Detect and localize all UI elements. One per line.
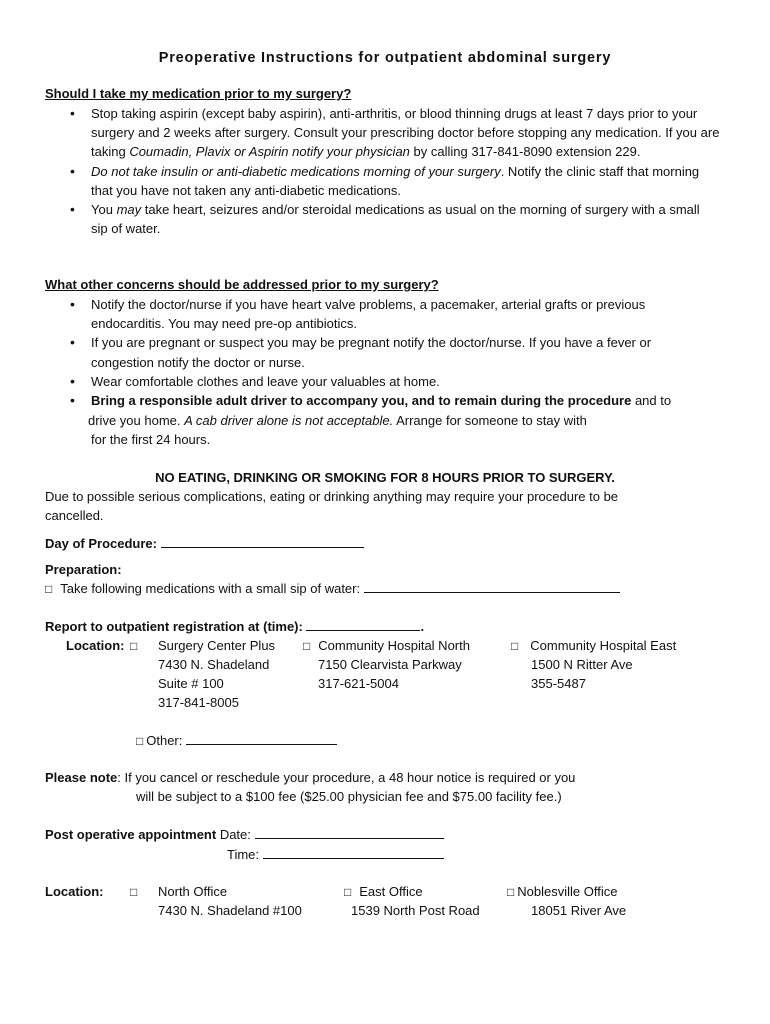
list-item: • Wear comfortable clothes and leave your valuables at home. <box>70 372 730 391</box>
location-name: Surgery Center Plus <box>158 638 276 653</box>
medications-field[interactable] <box>364 579 620 593</box>
day-of-procedure-field[interactable] <box>161 534 364 548</box>
warning-text-1: Due to possible serious complications, eating or drinking anything may require your procedure to be <box>45 489 619 504</box>
checkbox[interactable]: □ <box>136 734 144 748</box>
report-time: Report to outpatient registration at (time): . <box>45 619 425 634</box>
fee-note-2: will be subject to a $100 fee ($25.00 physician fee and $75.00 facility fee.) <box>136 789 562 804</box>
preparation-label: Preparation: <box>45 562 122 577</box>
concerns-heading: What other concerns should be addressed prior to my surgery? <box>45 277 439 292</box>
location-option-2[interactable]: □ Community Hospital North <box>303 638 470 653</box>
checkbox[interactable]: □ <box>130 885 138 899</box>
day-of-procedure: Day of Procedure: <box>45 534 364 553</box>
post-op-time-field[interactable] <box>263 845 444 859</box>
list-item: • You may take heart, seizures and/or steroidal medications as usual on the morning of surgery with a small sip of water. <box>70 200 730 238</box>
medication-list <box>70 104 730 238</box>
office-location-label: Location: <box>45 884 104 899</box>
location-option-1[interactable] <box>130 636 145 656</box>
checkbox[interactable]: □ <box>45 582 53 596</box>
list-item: • Bring a responsible adult driver to accompany you, and to remain during the procedure and to <box>70 391 730 410</box>
office-option-1[interactable] <box>130 882 145 902</box>
checkbox[interactable]: □ <box>130 639 138 653</box>
office-name: North Office <box>158 884 228 899</box>
list-item: • Notify the doctor/nurse if you have heart valve problems, a pacemaker, arterial grafts or previous endocarditis. You may need pre-op antibiotics. <box>70 295 730 333</box>
other-location-field[interactable] <box>186 731 337 745</box>
fee-note: Please note: If you cancel or reschedule your procedure, a 48 hour notice is required or you <box>45 770 576 785</box>
office-address: 7430 N. Shadeland #100 <box>158 903 302 918</box>
list-item: • If you are pregnant or suspect you may be pregnant notify the doctor/nurse. If you have a fever or congestion notify the doctor or nurse. <box>70 333 730 371</box>
concerns-list <box>70 295 730 410</box>
list-item: • Do not take insulin or anti-diabetic medications morning of your surgery. Notify the clinic staff that morning that you have not taken any anti-diabetic medications. <box>70 162 730 200</box>
location-phone: 317-621-5004 <box>318 676 399 691</box>
preparation-item: □ Take following medications with a small sip of water: <box>45 579 620 599</box>
location-address: 7430 N. Shadeland <box>158 657 270 672</box>
warning-heading: NO EATING, DRINKING OR SMOKING FOR 8 HOURS PRIOR TO SURGERY. <box>155 470 615 485</box>
driver-line-2: drive you home. A cab driver alone is not acceptable. Arrange for someone to stay with <box>88 413 587 428</box>
page-title: Preoperative Instructions for outpatient abdominal surgery <box>158 50 612 66</box>
location-address: Suite # 100 <box>158 676 224 691</box>
list-item: • Stop taking aspirin (except baby aspirin), anti-arthritis, or blood thinning drugs at least 7 days prior to your surgery and 2 weeks after surgery. Consult your prescribing doctor before stopping any medication. If you are taking Coumadin, Plavix or Aspirin notify your physician by calling 317-841-8090 extension 229. <box>70 104 730 162</box>
location-option-3[interactable]: □ Community Hospital East <box>511 638 677 653</box>
location-phone: 355-5487 <box>531 676 586 691</box>
office-address: 1539 North Post Road <box>351 903 480 918</box>
location-address: 7150 Clearvista Parkway <box>318 657 462 672</box>
medication-heading: Should I take my medication prior to my surgery? <box>45 86 352 101</box>
post-op-date: Post operative appointment Date: <box>45 825 444 844</box>
driver-line-3: for the first 24 hours. <box>91 432 211 447</box>
location-other: □ Other: <box>136 731 337 751</box>
location-label: Location: <box>66 638 125 653</box>
checkbox[interactable]: □ <box>344 885 352 899</box>
report-time-field[interactable] <box>306 617 420 631</box>
location-phone: 317-841-8005 <box>158 695 239 710</box>
checkbox[interactable]: □ <box>303 639 311 653</box>
office-option-2[interactable]: □ East Office <box>344 884 423 899</box>
office-option-3[interactable]: □ Noblesville Office <box>507 884 618 899</box>
warning-text-2: cancelled. <box>45 508 104 523</box>
post-op-date-field[interactable] <box>255 825 444 839</box>
post-op-time: Time: <box>227 845 444 864</box>
location-address: 1500 N Ritter Ave <box>531 657 633 672</box>
office-address: 18051 River Ave <box>531 903 627 918</box>
checkbox[interactable]: □ <box>511 639 519 653</box>
checkbox[interactable]: □ <box>507 885 515 899</box>
